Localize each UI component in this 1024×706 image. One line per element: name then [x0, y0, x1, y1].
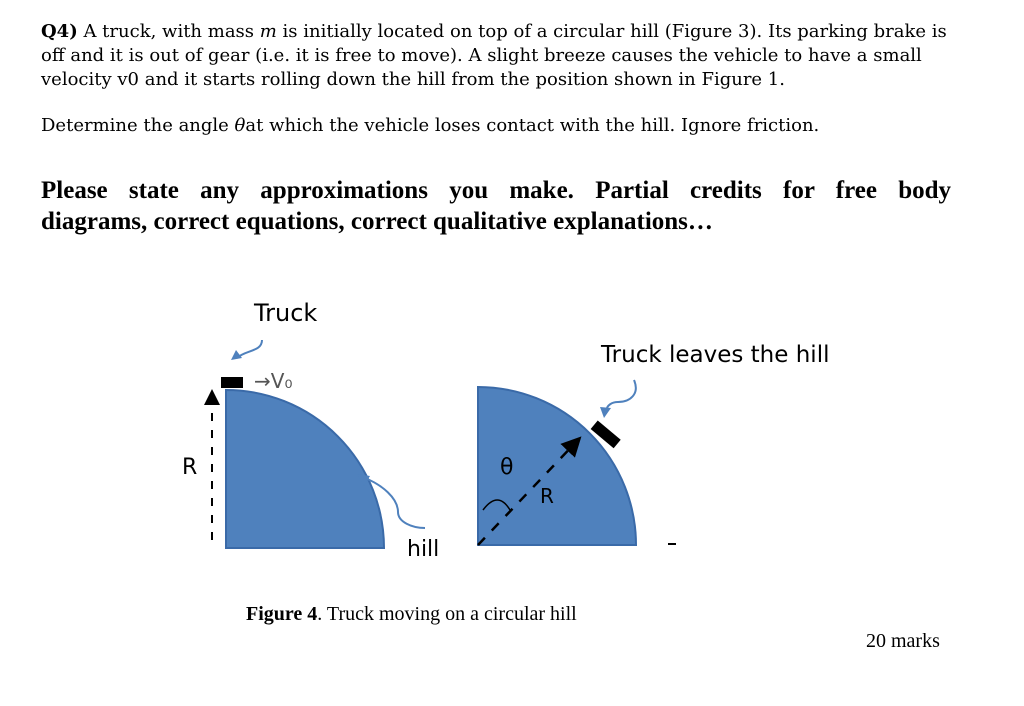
- instructions-line-1: Please state any approximations you make. Partial credits for free body: [41, 177, 951, 204]
- truck-label: Truck: [254, 299, 318, 327]
- truck-pointer-arrow: [237, 340, 262, 358]
- instructions-line-2: diagrams, correct equations, correct qualitative explanations…: [41, 208, 713, 235]
- question-text-rest: is initially located on top of a circular hill (Figure 3). Its parking brake is off and it is out of gear (i.e. it is free to move). A slight breeze causes the vehicle to have a small velocity v0 and it starts rolling down the hill from the position shown in Figure 1.: [41, 21, 947, 90]
- hill-label: hill: [407, 537, 440, 562]
- caption-label: Figure 4: [246, 603, 318, 625]
- radius-label: R: [182, 455, 198, 480]
- left-hill: [226, 390, 384, 548]
- mass-symbol: m: [259, 21, 277, 42]
- velocity-label: →V₀: [254, 369, 293, 393]
- theta-label: θ: [500, 455, 514, 480]
- leaves-pointer-arrow: [606, 380, 636, 411]
- truck-leaves-label: Truck leaves the hill: [601, 342, 830, 368]
- task-prefix: Determine the angle: [41, 115, 235, 136]
- theta-symbol: θ: [234, 115, 246, 136]
- question-label: Q4): [41, 21, 78, 42]
- question-text-part: A truck, with mass: [77, 21, 260, 42]
- figure-caption: [246, 603, 577, 626]
- caption-text: . Truck moving on a circular hill: [317, 603, 577, 625]
- radius-label-right: R: [540, 484, 554, 508]
- leaves-pointer-arrowhead: [600, 407, 611, 418]
- marks: 20 marks: [866, 630, 940, 652]
- truck-icon: [221, 377, 243, 388]
- task-suffix: at which the vehicle loses contact with the hill. Ignore friction.: [245, 115, 820, 136]
